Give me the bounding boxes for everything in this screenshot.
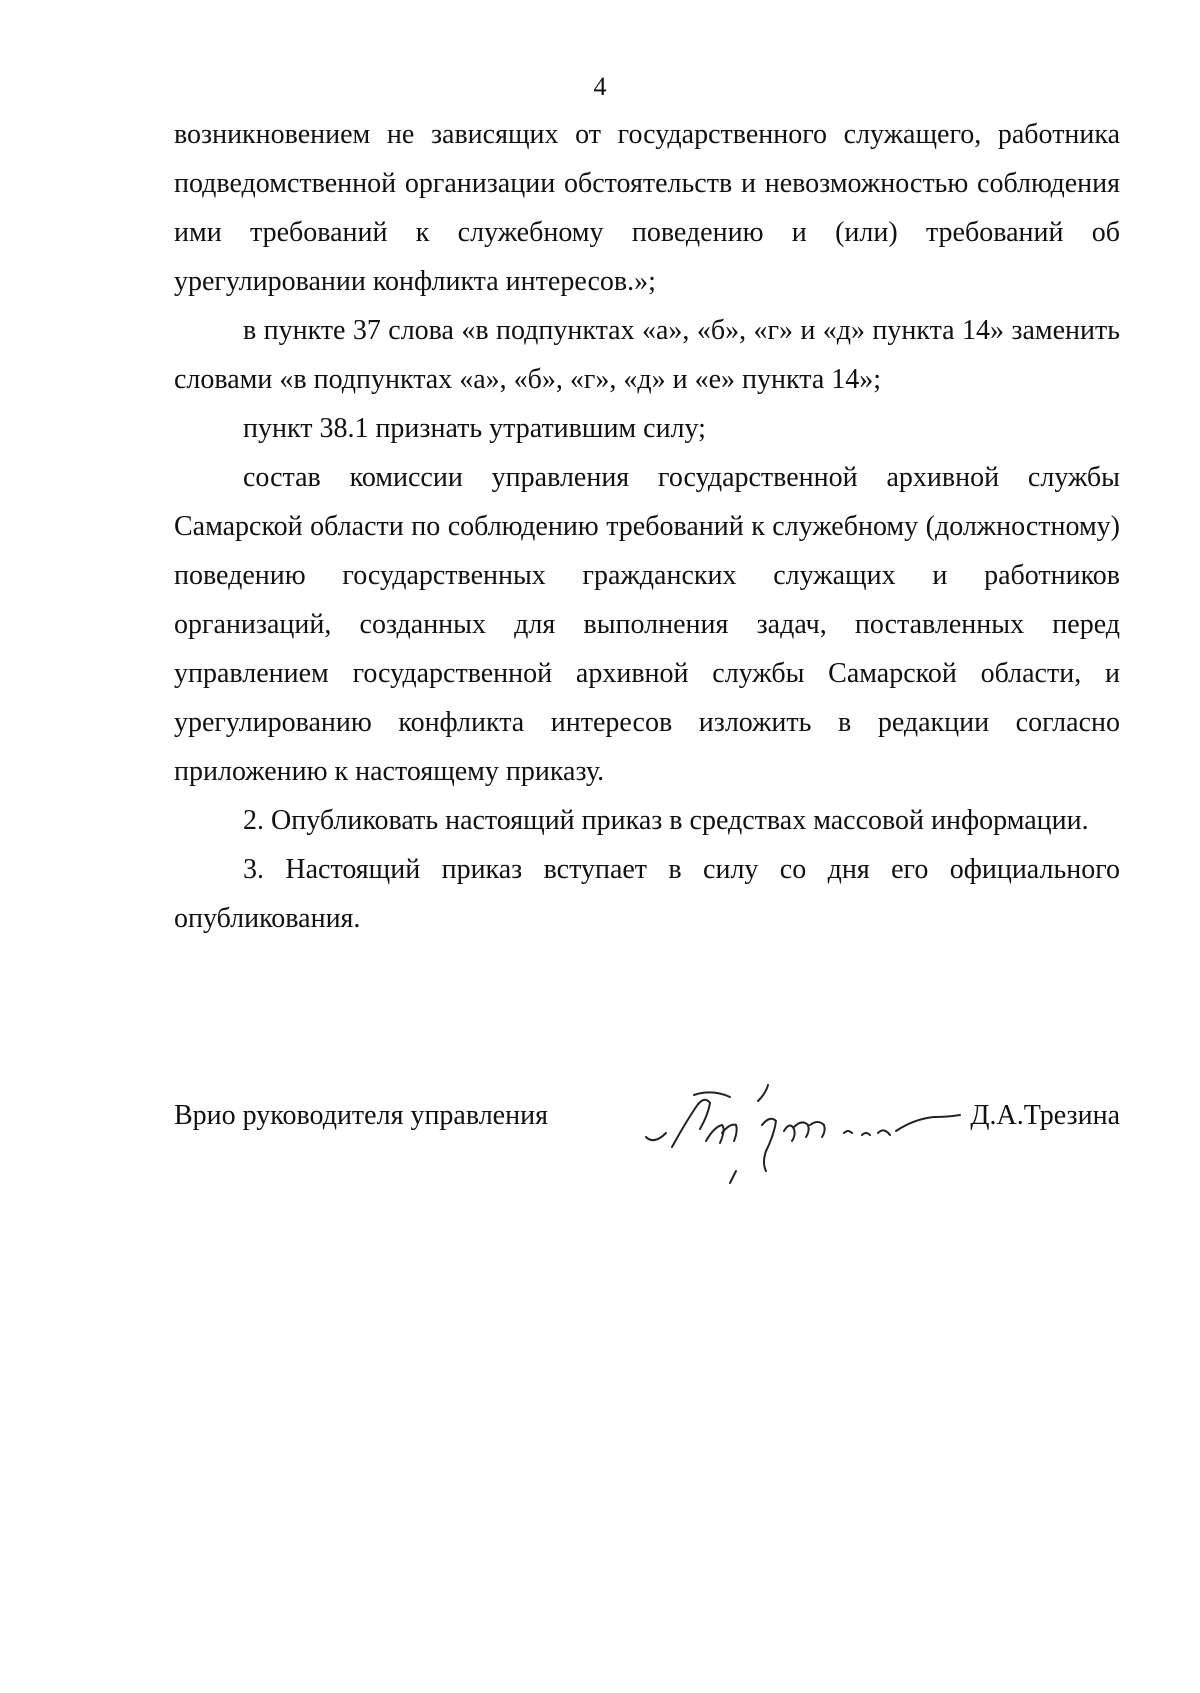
paragraph-point-38-1: пункт 38.1 признать утратившим силу; [243,413,706,444]
handwritten-signature [634,1055,964,1195]
paragraph-continuation: возникновением не зависящих от государственного служащего, работника подведомственной организации обстоятельств и невозможностью соблюдения ими требований к служебному поведению и (или) требований об урегулировании конфликта интересов.»; [174,119,1120,297]
signatory-name: Д.А.Трезина [970,1100,1120,1131]
paragraph-commission-composition: состав комиссии управления государственной архивной службы Самарской области по соблюдению требований к служебному (должностному) поведению государственных гражданских служащих и работников организаций, созданных для выполнения задач, поставленных перед управлением государственной архивной службы Самарской области, и урегулированию конфликта интересов изложить в редакции согласно приложению к настоящему приказу. [174,462,1120,787]
signature-block [174,1100,1120,1160]
document-body [174,110,1120,943]
paragraph-point-37: в пункте 37 слова «в подпунктах «а», «б», «г» и «д» пункта 14» заменить словами «в подпунктах «а», «б», «г», «д» и «е» пункта 14»; [174,315,1120,395]
page-number: 4 [593,72,607,101]
paragraph-item-2: 2. Опубликовать настоящий приказ в средствах массовой информации. [243,805,1089,836]
paragraph-item-3: 3. Настоящий приказ вступает в силу со дня его официального опубликования. [174,854,1120,934]
signatory-title: Врио руководителя управления [174,1100,548,1131]
